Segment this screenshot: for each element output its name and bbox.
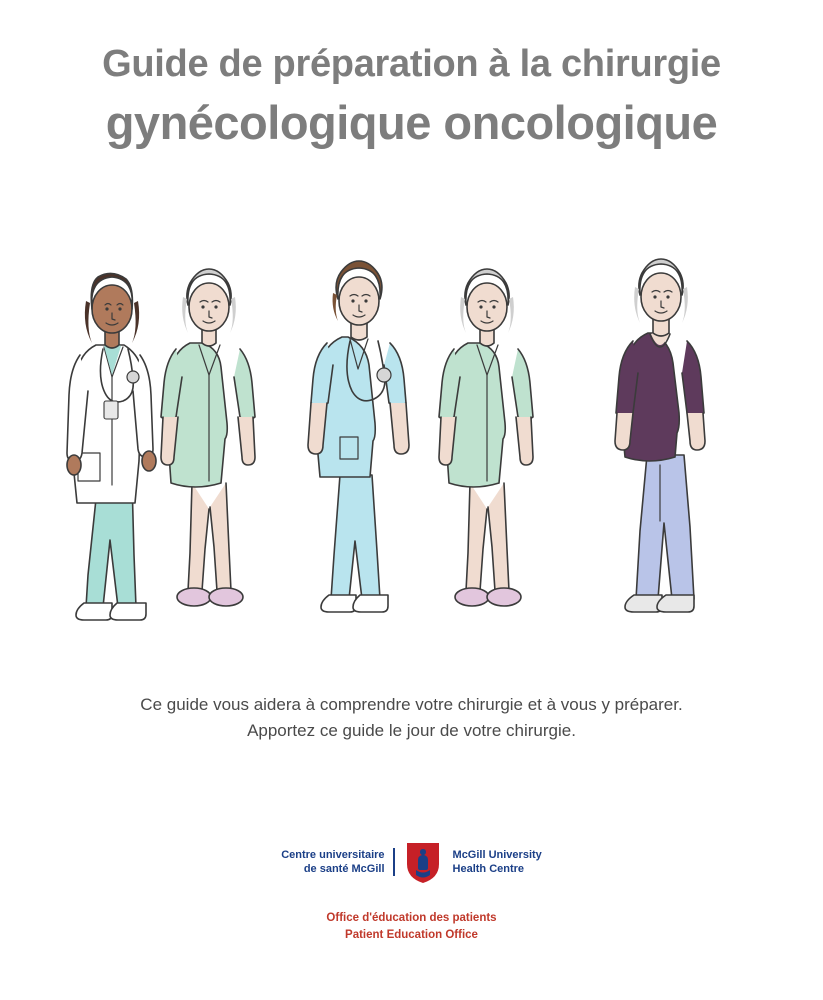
footer-logo-block	[0, 840, 823, 943]
patient-education-office	[0, 910, 823, 943]
logo-french-text	[281, 848, 394, 877]
logo-english-line-2: Health Centre	[452, 863, 525, 875]
figure-patient-1	[161, 269, 255, 606]
logo-french-line-2: de santé McGill	[303, 863, 385, 875]
figure-woman-street	[615, 259, 705, 612]
cover-illustration	[0, 225, 823, 655]
subtitle-line-1: Ce guide vous aidera à comprendre votre chirurgie et à vous y préparer.	[140, 695, 683, 714]
figure-doctor	[67, 273, 156, 620]
office-line-french: Office d'éducation des patients	[326, 912, 497, 924]
logo-french-line-1: Centre universitaire	[281, 848, 385, 861]
figure-nurse	[308, 261, 409, 612]
logo-english-text	[451, 848, 542, 877]
logo-english-line-1: McGill University	[452, 848, 542, 861]
title-line-2: gynécologique oncologique	[105, 95, 718, 149]
office-line-english: Patient Education Office	[345, 928, 478, 941]
cover-subtitle	[0, 692, 823, 745]
title-line-1: Guide de préparation à la chirurgie	[102, 43, 721, 85]
muhc-logo	[0, 840, 823, 884]
subtitle-line-2: Apportez ce guide le jour de votre chirurgie.	[247, 721, 576, 741]
shield-icon	[405, 840, 441, 884]
page-title	[0, 0, 823, 150]
figure-patient-2	[439, 269, 533, 606]
